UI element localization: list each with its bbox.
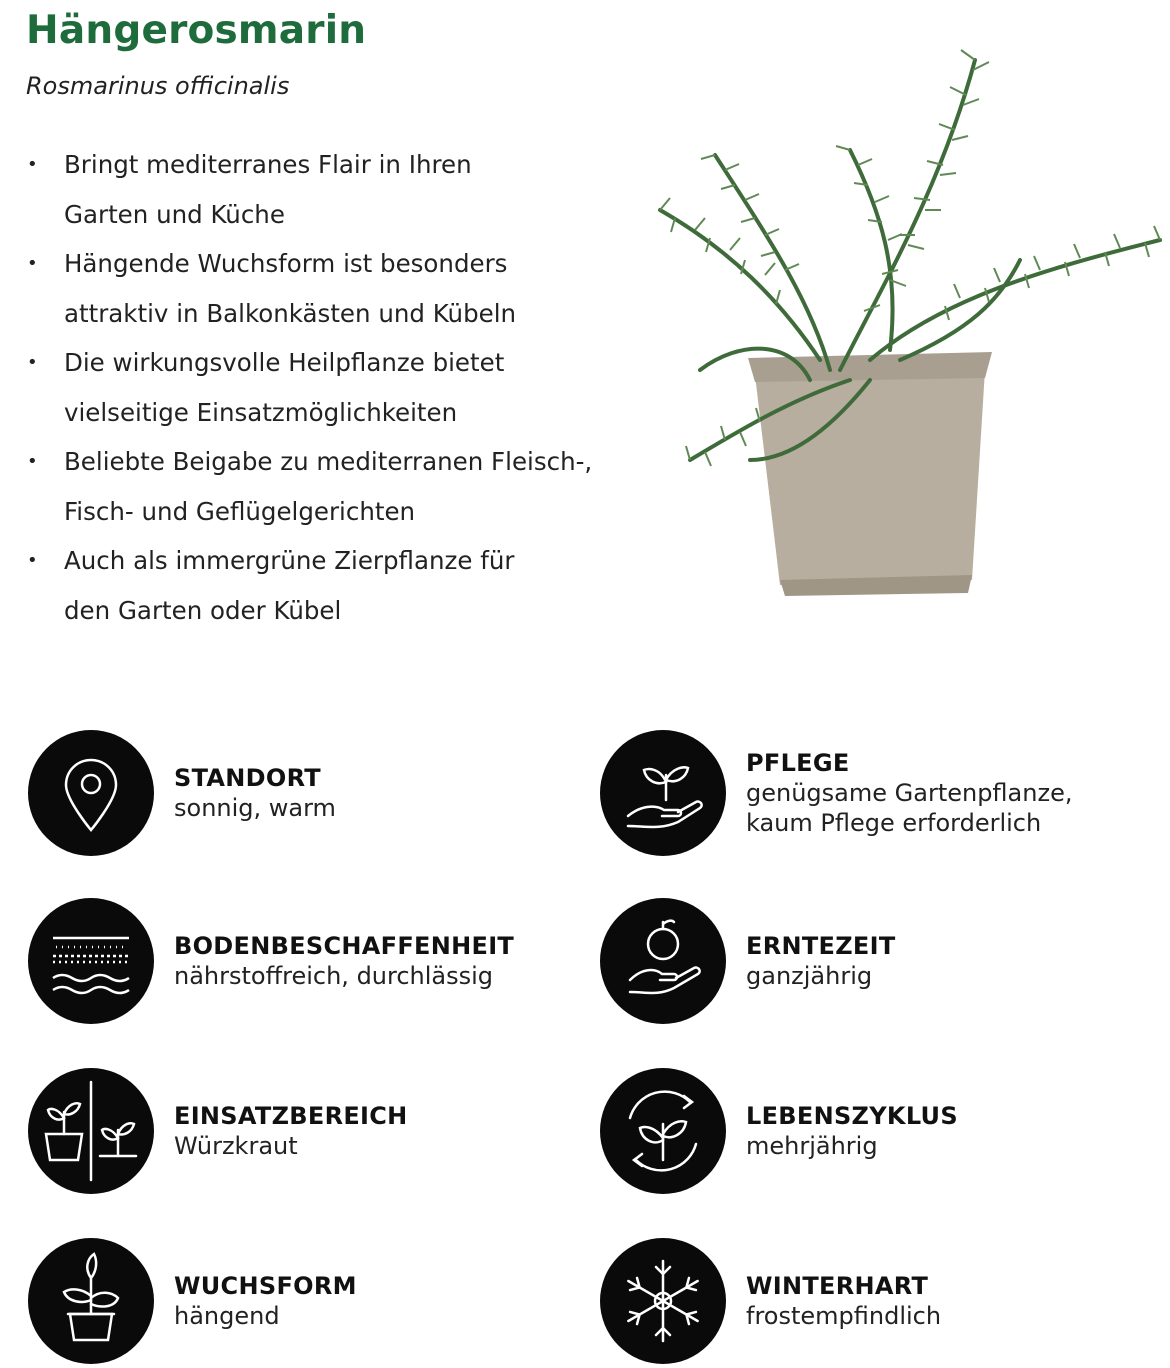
feature-label: STANDORT — [174, 764, 321, 792]
feature-value: genügsame Gartenpflanze, — [746, 779, 1073, 807]
feature-boden — [28, 898, 568, 1028]
bullet-dot: • — [27, 352, 38, 373]
feature-value: sonnig, warm — [174, 794, 336, 822]
feature-value: kaum Pflege erforderlich — [746, 809, 1042, 837]
feature-bullet-list — [26, 140, 606, 635]
bullet-dot: • — [27, 550, 38, 571]
bullet-item: • Bringt mediterranes Flair in Ihren Garten und Küche — [26, 140, 606, 239]
pot-and-ground-icon — [28, 1068, 154, 1194]
feature-label: PFLEGE — [746, 749, 850, 777]
bullet-item: • Die wirkungsvolle Heilpflanze bietet vielseitige Einsatzmöglichkeiten — [26, 338, 606, 437]
feature-wuchsform — [28, 1238, 568, 1368]
feature-label: LEBENSZYKLUS — [746, 1102, 958, 1130]
feature-winterhart — [600, 1238, 1140, 1368]
potted-plant-icon — [28, 1238, 154, 1364]
fruit-hand-icon — [600, 898, 726, 1024]
product-title: Hängerosmarin — [26, 8, 367, 53]
bullet-dot: • — [27, 253, 38, 274]
feature-label: BODENBESCHAFFENHEIT — [174, 932, 515, 960]
pot — [748, 352, 992, 596]
bullet-item: • Hängende Wuchsform ist besonders attraktiv in Balkonkästen und Kübeln — [26, 239, 606, 338]
bullet-item: • Beliebte Beigabe zu mediterranen Fleisch-, Fisch- und Geflügelgerichten — [26, 437, 606, 536]
snowflake-icon — [600, 1238, 726, 1364]
latin-name: Rosmarinus officinalis — [26, 72, 290, 100]
feature-label: ERNTEZEIT — [746, 932, 896, 960]
feature-lebenszyklus — [600, 1068, 1140, 1198]
feature-erntezeit — [600, 898, 1140, 1028]
feature-value: nährstoffreich, durchlässig — [174, 962, 494, 990]
feature-pflege — [600, 730, 1140, 860]
feature-value: ganzjährig — [746, 962, 873, 990]
feature-value: Würzkraut — [174, 1132, 298, 1160]
seedling-hand-icon — [600, 730, 726, 856]
feature-label: WUCHSFORM — [174, 1272, 357, 1300]
feature-value: mehrjährig — [746, 1132, 878, 1160]
feature-label: EINSATZBEREICH — [174, 1102, 408, 1130]
soil-layers-icon — [28, 898, 154, 1024]
rosemary-plant-image — [640, 40, 1170, 600]
feature-standort — [28, 730, 568, 860]
cycle-leaf-icon — [600, 1068, 726, 1194]
feature-value: frostempfindlich — [746, 1302, 942, 1330]
location-pin-icon — [28, 730, 154, 856]
bullet-dot: • — [27, 451, 38, 472]
bullet-item: • Auch als immergrüne Zierpflanze für den Garten oder Kübel — [26, 536, 606, 635]
bullet-dot: • — [27, 154, 38, 175]
feature-einsatz — [28, 1068, 568, 1198]
feature-label: WINTERHART — [746, 1272, 929, 1300]
feature-value: hängend — [174, 1302, 280, 1330]
